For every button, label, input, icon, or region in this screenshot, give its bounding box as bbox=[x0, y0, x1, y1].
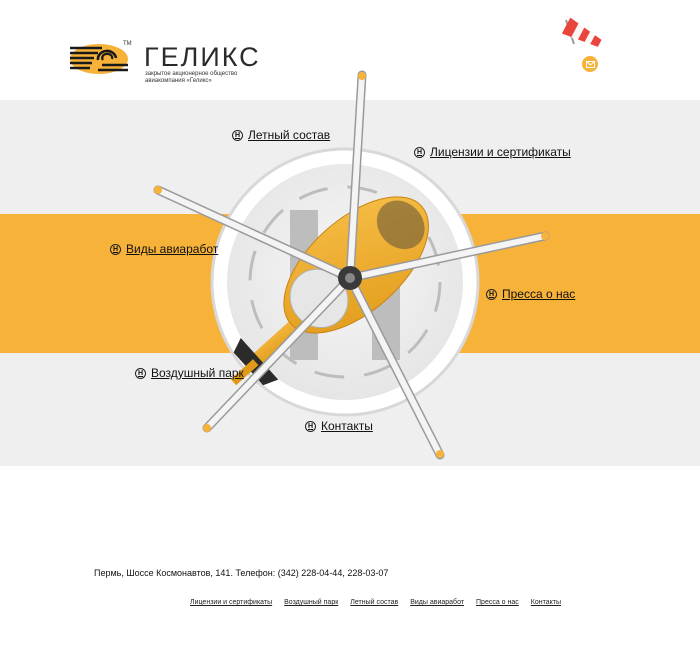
nav-label[interactable]: Лицензии и сертификаты bbox=[430, 145, 571, 159]
nav-flight-crew[interactable] bbox=[232, 128, 330, 142]
helipad-marker-icon: Н bbox=[135, 368, 146, 379]
footer-link-licenses[interactable]: Лицензии и сертификаты bbox=[190, 599, 273, 606]
nav-press[interactable] bbox=[486, 287, 575, 301]
footer-link-flight-crew[interactable]: Летный состав bbox=[350, 599, 399, 606]
helipad-marker-icon: Н bbox=[414, 147, 425, 158]
footer-link-fleet[interactable]: Воздушный парк bbox=[284, 599, 339, 606]
ellipse-stripes-logo-icon bbox=[68, 40, 130, 80]
nav-label[interactable]: Контакты bbox=[321, 419, 373, 433]
helipad-marker-icon: Н bbox=[110, 244, 121, 255]
footer-link-contacts[interactable]: Контакты bbox=[530, 599, 562, 606]
helipad-marker-icon: Н bbox=[232, 130, 243, 141]
helipad-marker-icon: Н bbox=[305, 421, 316, 432]
nav-licenses[interactable] bbox=[414, 145, 571, 159]
nav-fleet[interactable] bbox=[135, 366, 244, 380]
nav-aviation-works[interactable] bbox=[110, 242, 218, 256]
mail-icon bbox=[586, 61, 595, 68]
nav-label[interactable]: Воздушный парк bbox=[151, 366, 244, 380]
footer-address: Пермь, Шоссе Космонавтов, 141. Телефон: (342) 228-04-44, 228-03-07 bbox=[94, 568, 389, 578]
nav-label[interactable]: Виды авиаработ bbox=[126, 242, 219, 256]
nav-label[interactable]: Летный состав bbox=[248, 128, 331, 142]
brand-name[interactable]: ГЕЛИКС bbox=[144, 42, 261, 72]
footer-links bbox=[190, 599, 561, 606]
brand-subtitle: закрытое акционерное общество авиакомпания «Геликс» bbox=[145, 71, 238, 84]
mail-button[interactable] bbox=[582, 56, 598, 72]
windsock-icon bbox=[558, 14, 618, 54]
nav-label[interactable]: Пресса о нас bbox=[502, 287, 576, 301]
nav-contacts[interactable] bbox=[305, 419, 373, 433]
trademark: TM bbox=[123, 41, 132, 47]
footer-link-press[interactable]: Пресса о нас bbox=[476, 599, 519, 606]
helipad-marker-icon: Н bbox=[486, 289, 497, 300]
footer-link-aviation-works[interactable]: Виды авиаработ bbox=[410, 599, 465, 606]
helipad-helicopter-illustration bbox=[140, 70, 570, 470]
